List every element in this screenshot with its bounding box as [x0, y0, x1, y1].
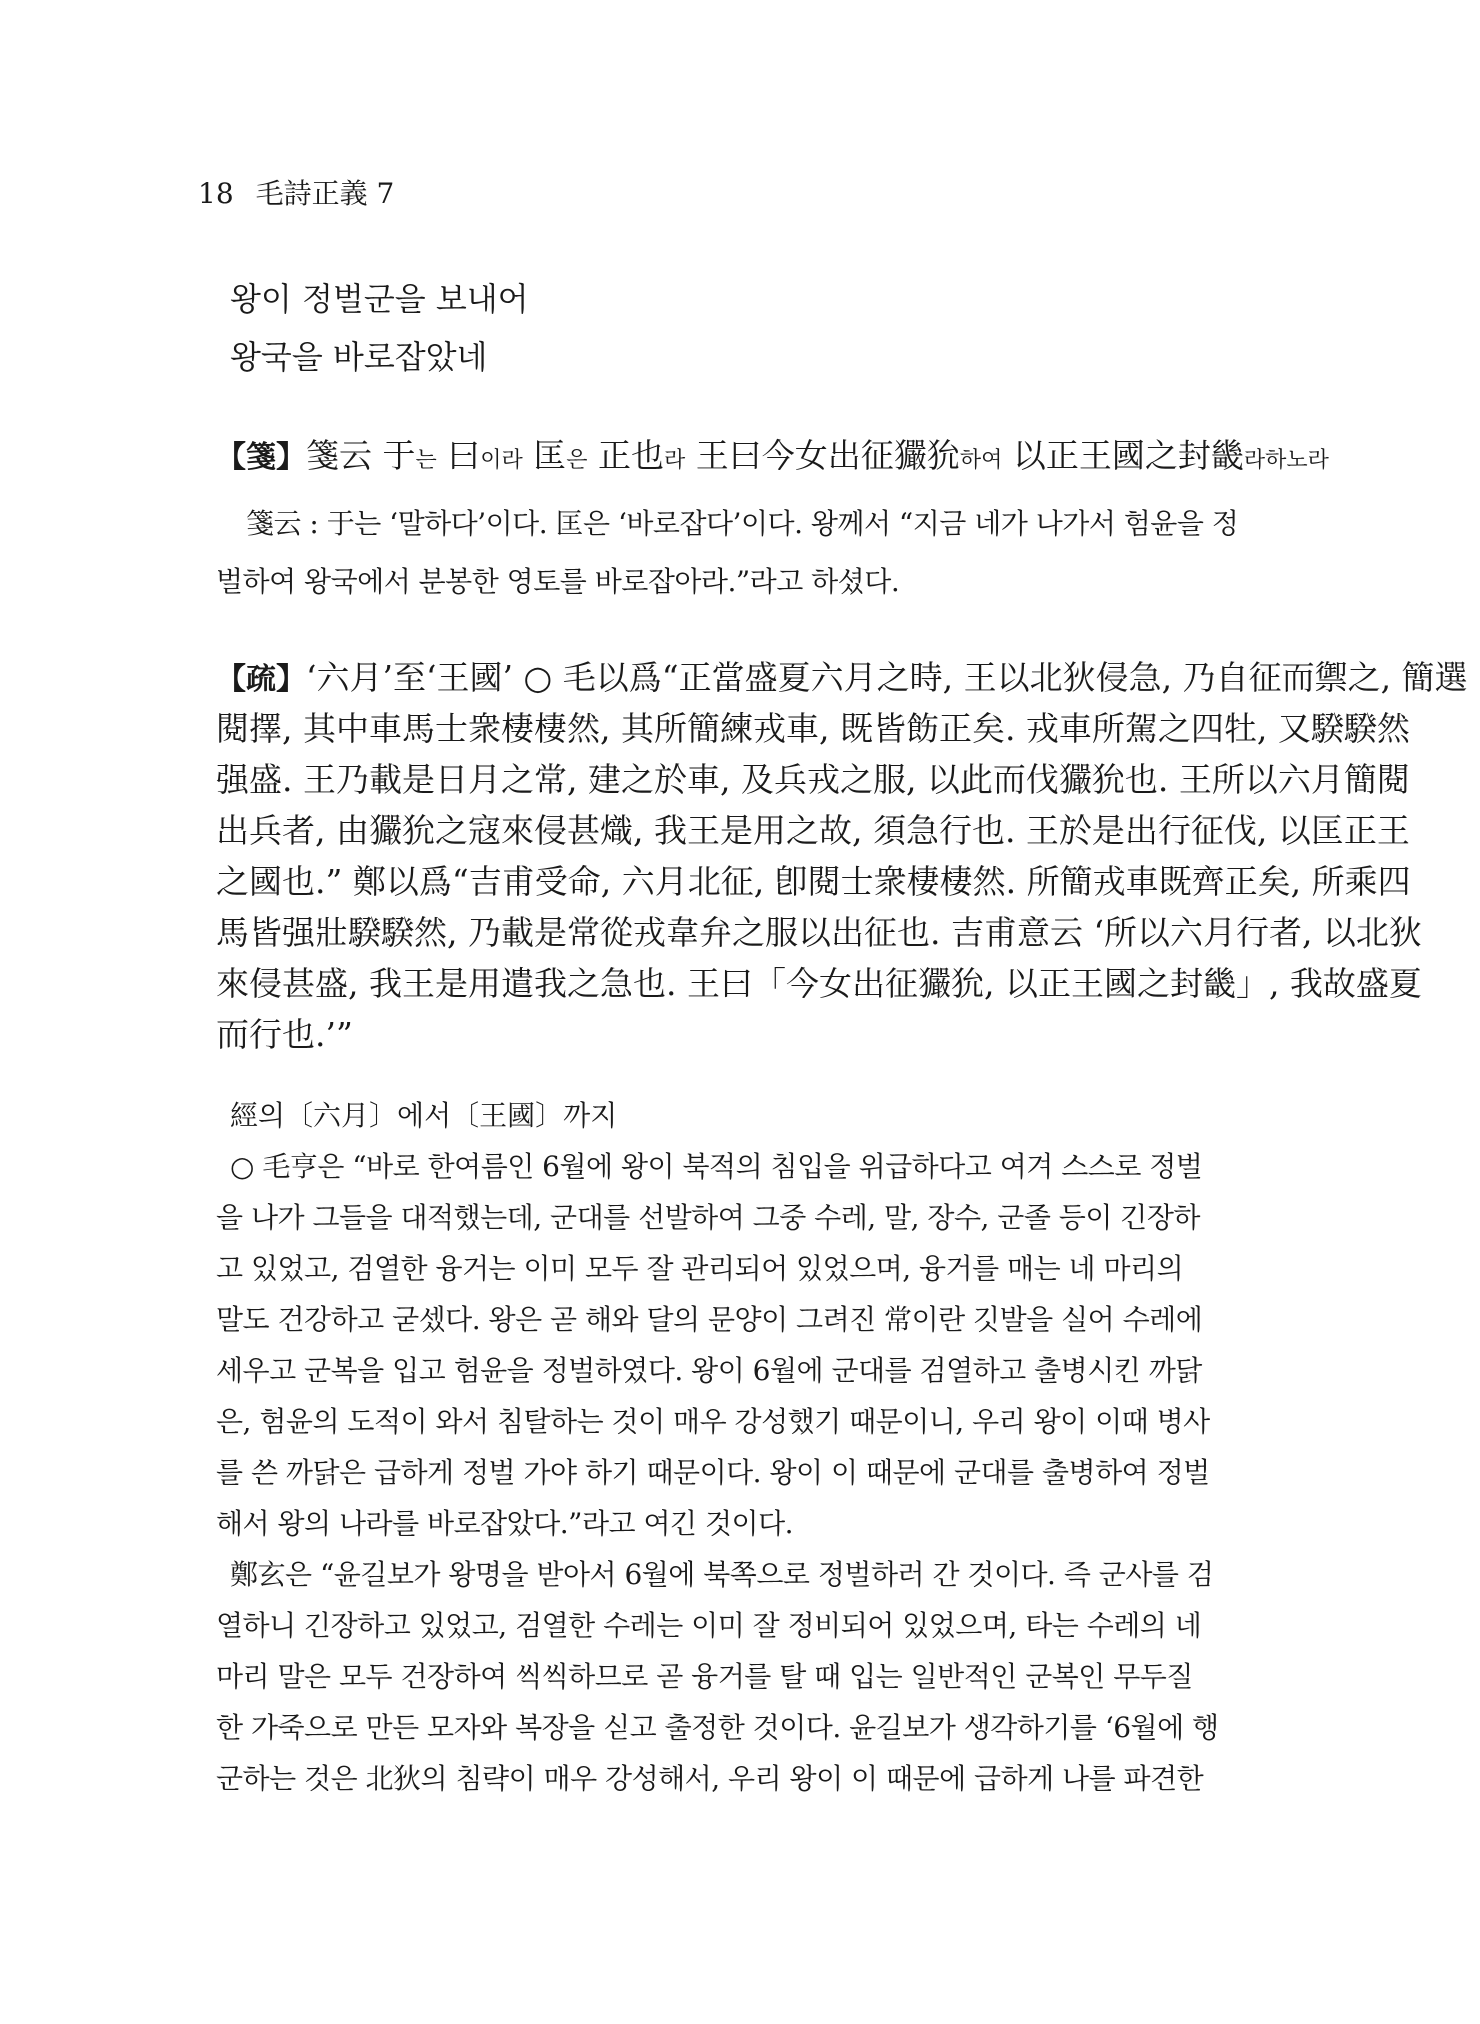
shu-translation-line: 열하니 긴장하고 있었고, 검열한 수레는 이미 잘 정비되어 있었으며, 타는 수레의 네	[216, 1609, 1202, 1642]
shu-translation-line: 鄭玄은 “윤길보가 왕명을 받아서 6월에 북쪽으로 정벌하러 간 것이다. 즉 군사를 검	[230, 1558, 1214, 1591]
shu-translation	[216, 1090, 1274, 1804]
jian-particle: 은	[566, 448, 588, 473]
jian-text: 以正王國之封畿	[1002, 436, 1244, 475]
shu-translation-line: 를 쓴 까닭은 급하게 정벌 가야 하기 때문이다. 왕이 이 때문에 군대를 출병하여 정벌	[216, 1456, 1210, 1489]
shu-translation-line: 마리 말은 모두 건장하여 씩씩하므로 곧 융거를 탈 때 입는 일반적인 군복인 무두질	[216, 1660, 1193, 1693]
jian-particle: 라하노라	[1243, 448, 1329, 473]
jian-tag: 【箋】	[216, 440, 306, 475]
jian-section	[216, 430, 1329, 481]
shu-translation-heading: 經의〔六月〕에서〔王國〕까지	[230, 1099, 618, 1132]
shu-translation-line: 을 나가 그들을 대적했는데, 군대를 선발하여 그중 수레, 말, 장수, 군졸 등이 긴장하	[216, 1201, 1200, 1234]
jian-original-text	[306, 436, 1329, 475]
jian-translation	[216, 498, 1274, 607]
shu-original-line: 出兵者, 由玁狁之寇來侵甚熾, 我王是用之故, 須急行也. 王於是出行征伐, 以匡正王	[216, 811, 1410, 850]
jian-particle: 라	[664, 448, 686, 473]
poem-translation	[230, 270, 529, 386]
poem-line: 왕이 정벌군을 보내어	[230, 280, 529, 318]
shu-original-line: 而行也.’”	[216, 1015, 353, 1054]
shu-translation-line: 말도 건강하고 굳셌다. 왕은 곧 해와 달의 문양이 그려진 常이란 깃발을 실어 수레에	[216, 1303, 1203, 1336]
shu-tag: 【疏】	[216, 662, 306, 697]
shu-original-line: 之國也.” 鄭以爲“吉甫受命, 六月北征, 卽閱士衆棲棲然. 所簡戎車既齊正矣, 所乘四	[216, 862, 1411, 901]
jian-text: 王曰今女出征玁狁	[685, 436, 960, 475]
jian-text: 箋云 于	[306, 436, 416, 475]
shu-translation-line: 은, 험윤의 도적이 와서 침탈하는 것이 매우 강성했기 때문이니, 우리 왕이 이때 병사	[216, 1405, 1210, 1438]
poem-line: 왕국을 바로잡았네	[230, 338, 488, 376]
shu-translation-line: 세우고 군복을 입고 험윤을 정벌하였다. 왕이 6월에 군대를 검열하고 출병시킨 까닭	[216, 1354, 1202, 1387]
jian-original	[216, 430, 1329, 481]
jian-translation-line: 箋云 : 于는 ‘말하다’이다. 匡은 ‘바로잡다’이다. 왕께서 “지금 네가 나가서 험윤을 정	[246, 507, 1239, 540]
jian-text: 正也	[587, 436, 665, 475]
jian-particle: 이라	[480, 448, 523, 473]
shu-original-text: ‘六月’至‘王國’ ○ 毛以爲“正當盛夏六月之時, 王以北狄侵急, 乃自征而禦之, 簡選	[306, 658, 1468, 697]
shu-translation-line: 한 가죽으로 만든 모자와 복장을 싣고 출정한 것이다. 윤길보가 생각하기를 ‘6월에 행	[216, 1711, 1219, 1744]
jian-particle: 는	[415, 448, 437, 473]
book-title: 毛詩正義 7	[255, 177, 395, 210]
shu-translation-line: ○ 毛亨은 “바로 한여름인 6월에 왕이 북적의 침입을 위급하다고 여겨 스스로 정벌	[230, 1150, 1203, 1183]
shu-original-line: 閱擇, 其中車馬士衆棲棲然, 其所簡練戎車, 既皆飭正矣. 戎車所駕之四牡, 又騤騤然	[216, 709, 1410, 748]
jian-particle: 하여	[959, 448, 1003, 473]
jian-text: 匡	[522, 436, 567, 475]
shu-original-line: 强盛. 王乃載是日月之常, 建之於車, 及兵戎之服, 以此而伐玁狁也. 王所以六月簡閱	[216, 760, 1410, 799]
shu-translation-line: 해서 왕의 나라를 바로잡았다.”라고 여긴 것이다.	[216, 1507, 794, 1540]
page-header	[198, 176, 394, 212]
shu-original-line: 來侵甚盛, 我王是用遣我之急也. 王曰「今女出征玁狁, 以正王國之封畿」, 我故盛夏	[216, 964, 1422, 1003]
jian-translation-line: 벌하여 왕국에서 분봉한 영토를 바로잡아라.”라고 하셨다.	[216, 565, 900, 598]
shu-original	[216, 652, 1468, 1060]
shu-translation-line: 군하는 것은 北狄의 침략이 매우 강성해서, 우리 왕이 이 때문에 급하게 나를 파견한	[216, 1762, 1204, 1795]
shu-original-line	[216, 652, 1468, 703]
shu-translation-line: 고 있었고, 검열한 융거는 이미 모두 잘 관리되어 있었으며, 융거를 매는 네 마리의	[216, 1252, 1184, 1285]
page-number: 18	[198, 177, 234, 210]
jian-text: 曰	[436, 436, 481, 475]
shu-original-line: 馬皆强壯騤騤然, 乃載是常從戎韋弁之服以出征也. 吉甫意云 ‘所以六月行者, 以北狄	[216, 913, 1422, 952]
